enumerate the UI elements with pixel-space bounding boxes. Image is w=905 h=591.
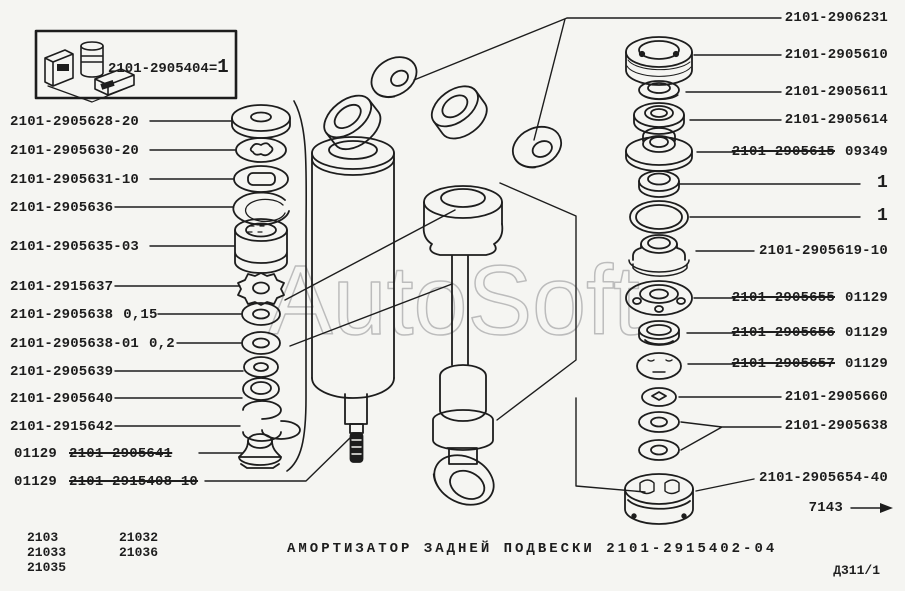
figure-ref-label: 7143 — [808, 500, 843, 516]
part-label: 2101-2905614 — [784, 112, 888, 128]
kit-part-number: 2101-2905404 — [108, 61, 209, 77]
part-label: 2101-2915637 — [10, 279, 114, 295]
part-label: 2101-2905619-10 — [758, 243, 888, 259]
part-label: 2101-2905638 — [784, 418, 888, 434]
part-label: 2101-2905615 09349 — [731, 144, 888, 160]
part-label: 2101-2905655 01129 — [731, 290, 888, 306]
part-icon-2905640 — [243, 378, 279, 400]
part-icon-2905656-cup — [639, 321, 679, 345]
part-icon-2905638-washer-b — [639, 440, 679, 460]
part-icon-2905655-plate — [626, 281, 692, 315]
quantity-mark: 1 — [876, 173, 888, 193]
part-label: 2101-2905656 01129 — [731, 325, 888, 341]
part-icon-2905654-drum — [625, 474, 693, 524]
part-label: 2101-2905631-10 — [10, 172, 140, 188]
part-label: 2101-2905654-40 — [758, 470, 888, 486]
part-label: 2101-2906231 — [784, 10, 888, 26]
part-icon-2905610-drum — [626, 37, 692, 85]
kit-quantity: 1 — [217, 56, 229, 78]
part-label: 2101-2905635-03 — [10, 239, 140, 255]
model-list-col2 — [119, 530, 158, 560]
part-icon-2905639 — [244, 357, 278, 377]
part-label: 2101-2915642 — [10, 419, 114, 435]
model-number: 21033 — [27, 545, 67, 560]
sheet-code: Д311/1 — [833, 563, 880, 578]
part-icon-2905630 — [236, 138, 286, 162]
bushing-icon-top — [364, 49, 424, 105]
model-list-col1 — [27, 530, 66, 575]
part-icon-2915642-spring — [243, 401, 300, 441]
kit-equals: = — [208, 61, 218, 77]
part-icon-2905638-washer-a — [639, 412, 679, 432]
figure-caption: АМОРТИЗАТОР ЗАДНЕЙ ПОДВЕСКИ 2101-2915402-04 — [287, 541, 778, 557]
part-label: 2101-2905610 — [784, 47, 888, 63]
part-label: 2101-2905660 — [784, 389, 888, 405]
part-label: 2101-2905630-20 — [10, 143, 140, 159]
part-label: 2101-2905636 — [10, 200, 114, 216]
model-number: 21036 — [119, 545, 159, 560]
part-label: 01129 2101-2905641 — [14, 446, 173, 462]
part-label: 2101-2905657 01129 — [731, 356, 888, 372]
part-icon-2905660-washer — [642, 388, 676, 406]
kit-box-label — [108, 56, 229, 78]
quantity-mark: 1 — [876, 206, 888, 226]
part-label: 2101-2905628-20 — [10, 114, 140, 130]
part-icon-2905611-seal — [639, 81, 679, 100]
model-number: 21032 — [119, 530, 159, 545]
part-label: 2101-2905638-01 0,2 — [10, 336, 175, 352]
part-label: 01129 2101-2915408-10 — [14, 474, 199, 490]
watermark-text: AutoSoft — [268, 245, 640, 355]
model-number: 21035 — [27, 560, 67, 575]
part-icon-2905631 — [234, 166, 288, 192]
model-number: 2103 — [27, 530, 59, 545]
part-label: 2101-2905639 — [10, 364, 114, 380]
part-label: 2101-2905640 — [10, 391, 114, 407]
part-label: 2101-2905638 0,15 — [10, 307, 158, 323]
part-icon-2905628 — [232, 105, 290, 138]
part-icon-o-ring — [630, 201, 688, 233]
part-icon-seal-small — [639, 171, 679, 197]
part-label: 2101-2905611 — [784, 84, 888, 100]
part-icon-2905614-bearing — [634, 103, 684, 134]
part-icon-2905657-plate — [637, 353, 681, 379]
